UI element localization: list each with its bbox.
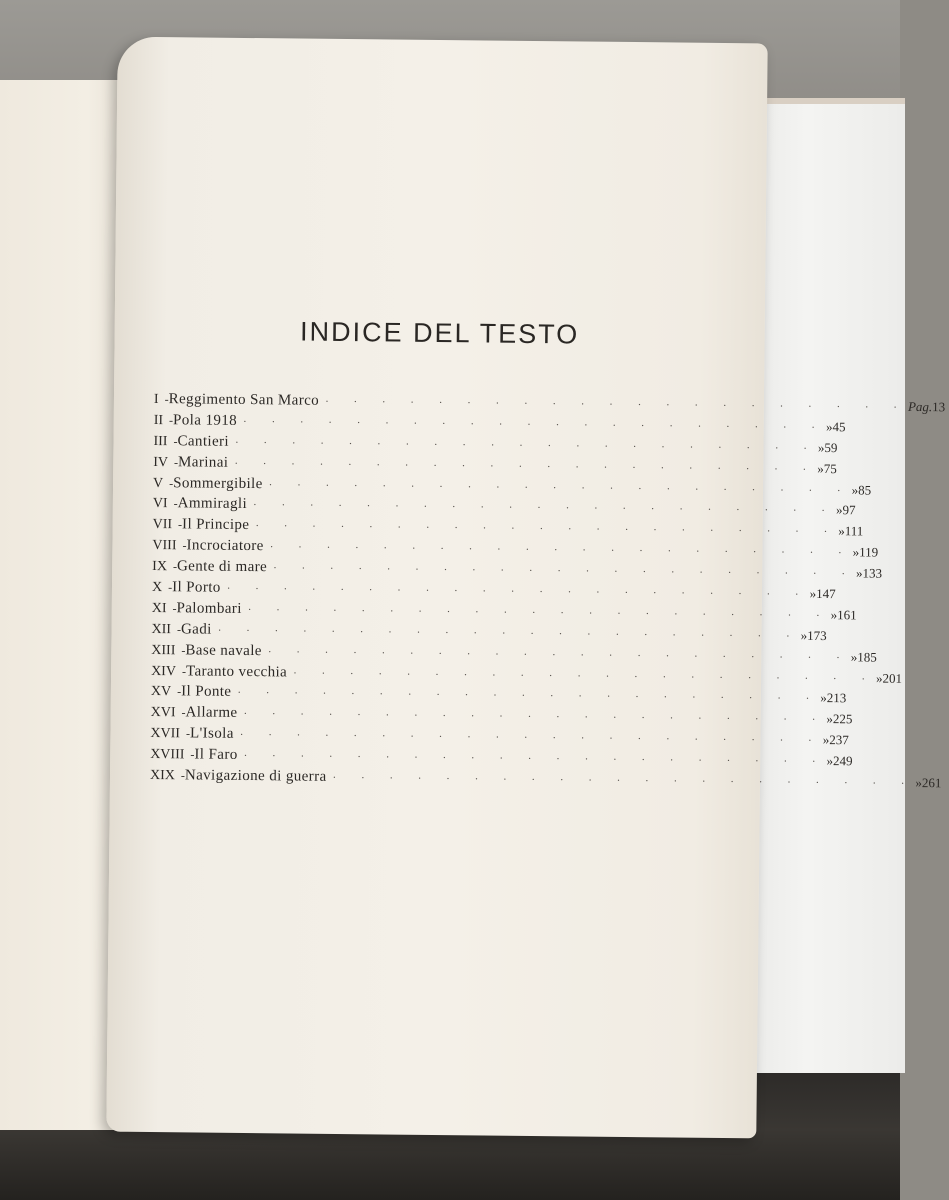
separator: -	[173, 434, 178, 449]
page-prefix: »	[800, 627, 808, 643]
dot-leader: · · · · · · · · · · · · · · · · · · · · ·	[243, 415, 827, 434]
page-number: 111	[844, 523, 864, 539]
chapter-title: Il Faro	[194, 746, 238, 764]
page-number: 75	[823, 460, 837, 476]
chapter-title: Cantieri	[177, 433, 230, 450]
page-prefix: Pag.	[907, 398, 933, 415]
page-prefix: »	[817, 439, 825, 455]
separator: -	[178, 517, 183, 532]
dot-leader: · · · · · · · · · · · · · · · · · · · · ·	[237, 687, 821, 706]
page-number: 237	[829, 732, 849, 748]
page-number: 59	[824, 439, 838, 455]
dot-leader: · · · · · · · · · · · · · · · · · · · · ·	[267, 645, 851, 665]
chapter-number: XVI	[150, 705, 176, 721]
dot-leader: · · · · · · · · · · · · · · · · · · · · ·	[243, 750, 827, 769]
separator: -	[180, 768, 185, 783]
separator: -	[173, 496, 178, 511]
separator: -	[168, 413, 174, 428]
page-number: 185	[857, 649, 877, 665]
separator: -	[174, 454, 179, 469]
page-prefix: »	[825, 418, 833, 435]
separator: -	[172, 601, 177, 616]
page-number: 261	[921, 775, 942, 791]
separator: -	[176, 622, 182, 637]
separator: -	[181, 705, 186, 720]
chapter-number: II	[153, 412, 164, 429]
page-number: 119	[859, 544, 879, 560]
chapter-title: Incrociatore	[186, 537, 264, 555]
page-prefix: »	[915, 775, 923, 791]
chapter-number: XI	[151, 600, 167, 617]
page-number: 85	[858, 481, 872, 498]
chapter-number: XVIII	[150, 747, 185, 763]
chapter-title: Allarme	[185, 704, 238, 722]
page-prefix: »	[851, 481, 859, 497]
page-number: 225	[832, 711, 853, 727]
page-prefix: »	[850, 649, 858, 665]
chapter-title: Marinai	[177, 453, 229, 471]
chapter-number: I	[153, 392, 159, 408]
chapter-title: Pola 1918	[172, 412, 238, 429]
chapter-number: VII	[152, 517, 173, 533]
chapter-number: XVII	[150, 726, 181, 742]
toc-entry	[149, 767, 942, 793]
separator: -	[169, 475, 174, 490]
page-prefix: »	[835, 502, 843, 518]
chapter-title: Il Porto	[172, 579, 221, 596]
dot-leader: · · · · · · · · · · · · · · · · · · · · ·	[243, 708, 827, 727]
page-number: 201	[882, 670, 903, 686]
separator: -	[181, 643, 186, 658]
separator: -	[190, 747, 195, 762]
chapter-title: L'Isola	[189, 725, 234, 743]
chapter-number: III	[153, 433, 168, 449]
book-page	[106, 37, 946, 1139]
chapter-title: Gadi	[180, 621, 212, 638]
dot-leader: · · · · · · · · · · · · · · · · · · · · ·	[247, 603, 831, 623]
separator: -	[185, 726, 191, 741]
dot-leader: · · · · · · · · · · · · · · · · · · · · ·	[253, 499, 837, 518]
page-number: 161	[837, 607, 857, 623]
chapter-number: XIII	[151, 642, 176, 658]
dot-leader: · · · · · · · · · · · · · · · · · · · · ·	[239, 729, 823, 748]
separator: -	[164, 392, 169, 407]
chapter-title: Palombari	[176, 600, 242, 617]
chapter-title: Base navale	[185, 642, 262, 659]
page-number: 249	[833, 753, 853, 769]
chapter-number: VI	[152, 496, 168, 512]
dot-leader: · · · · · · · · · · · · · · · · · · · · ·	[332, 771, 916, 791]
page-number: 133	[862, 565, 883, 581]
separator: -	[182, 538, 187, 553]
chapter-number: VIII	[152, 538, 177, 554]
separator: -	[168, 580, 173, 595]
page-prefix: »	[822, 732, 830, 748]
chapter-number: IX	[152, 559, 168, 575]
chapter-number: X	[151, 580, 163, 596]
chapter-title: Il Ponte	[181, 683, 232, 701]
page-prefix: »	[817, 460, 824, 476]
separator: -	[172, 559, 178, 574]
dot-leader: · · · · · · · · · · · · · · · · · · · · ·	[293, 667, 877, 686]
chapter-number: XIX	[149, 768, 175, 784]
separator: -	[177, 684, 182, 699]
dot-leader: · · · · · · · · · · · · · · · · · · · · ·	[273, 562, 857, 581]
chapter-title: Navigazione di guerra	[184, 767, 327, 785]
dot-leader: · · · · · · · · · · · · · · · · · · · · ·	[255, 520, 839, 539]
page-prefix: »	[826, 753, 834, 769]
chapter-number: XV	[150, 684, 172, 700]
page-number: 213	[826, 690, 847, 706]
dot-leader: · · · · · · · · · · · · · · · · · · · · ·	[217, 624, 801, 643]
page-number: 173	[807, 627, 827, 643]
page-title: INDICE DEL TESTO	[299, 316, 580, 350]
chapter-number: XIV	[151, 663, 177, 679]
chapter-title: Gente di mare	[176, 558, 268, 576]
chapter-title: Reggimento San Marco	[168, 391, 320, 409]
chapter-title: Il Principe	[181, 516, 250, 534]
page-number: 45	[832, 419, 846, 435]
page-prefix: »	[809, 585, 817, 601]
dot-leader: · · · · · · · · · · · · · · · · · · · · ·	[226, 582, 810, 601]
page-prefix: »	[852, 544, 860, 560]
chapter-number: V	[152, 475, 164, 491]
page-number: 147	[816, 585, 836, 602]
page-prefix: »	[855, 565, 863, 581]
page-prefix: »	[875, 670, 883, 686]
page-prefix: »	[826, 711, 834, 727]
separator: -	[181, 663, 187, 678]
dot-leader: · · · · · · · · · · · · · · · · · · · · ·	[234, 436, 819, 455]
page-number: 97	[842, 502, 856, 518]
page-prefix: »	[838, 523, 845, 539]
page-prefix: »	[820, 690, 827, 706]
page-number: 13	[932, 399, 946, 415]
dot-leader: · · · · · · · · · · · · · · · · · · · · ·	[325, 395, 909, 414]
dot-leader: · · · · · · · · · · · · · · · · · · · · ·	[269, 541, 853, 560]
chapter-title: Ammiragli	[177, 495, 248, 513]
page-prefix: »	[830, 607, 838, 623]
chapter-title: Taranto vecchia	[185, 662, 288, 681]
dot-leader: · · · · · · · · · · · · · · · · · · · · ·	[234, 457, 818, 476]
chapter-title: Sommergibile	[173, 474, 263, 492]
chapter-number: XII	[151, 621, 172, 638]
table-of-contents	[149, 391, 946, 793]
chapter-number: IV	[153, 454, 169, 470]
dot-leader: · · · · · · · · · · · · · · · · · · · · ·	[268, 478, 852, 497]
